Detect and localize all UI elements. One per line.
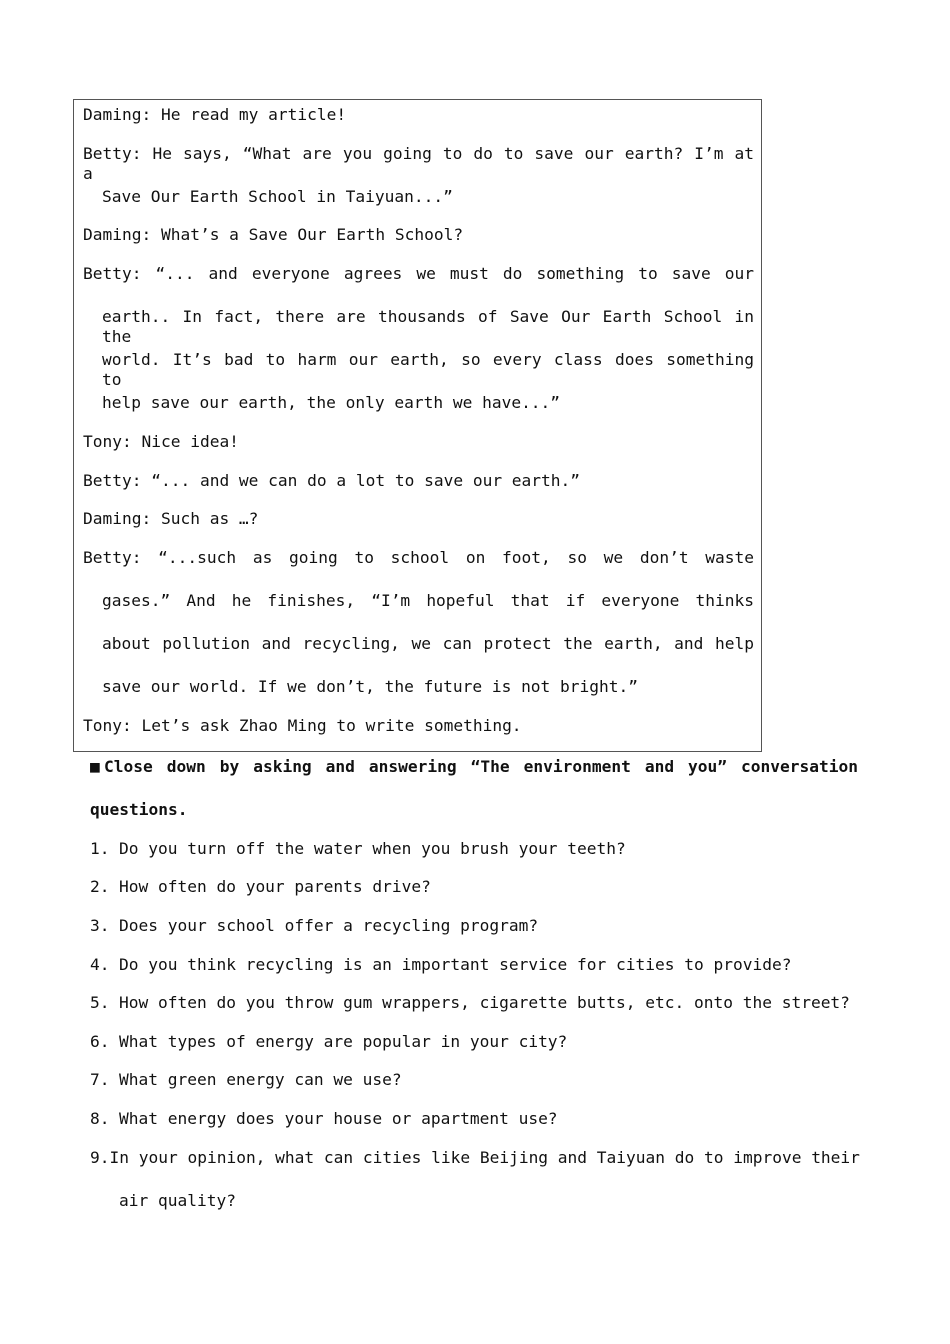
question-text: What types of energy are popular in your city? [119, 1032, 568, 1051]
dialogue-line: Betty: “...such as going to school on foot, so we don’t waste [83, 548, 754, 567]
dialogue-line: Tony: Let’s ask Zhao Ming to write something. [83, 716, 522, 735]
dialogue-line: earth.. In fact, there are thousands of Save Our Earth School in the [102, 307, 754, 346]
dialogue-line: Betty: “... and everyone agrees we must do something to save our [83, 264, 754, 283]
question-number: 8. [90, 1109, 110, 1128]
dialogue-line: gases.” And he finishes, “I’m hopeful that if everyone thinks [102, 591, 754, 610]
dialogue-line: Betty: “... and we can do a lot to save our earth.” [83, 471, 581, 490]
dialogue-line: Betty: He says, “What are you going to do to save our earth? I’m at a [83, 144, 754, 183]
dialogue-line: help save our earth, the only earth we have...” [102, 393, 561, 412]
dialogue-line: world. It’s bad to harm our earth, so every class does something to [102, 350, 754, 389]
question-text-cont: air quality? [119, 1191, 236, 1210]
question-number: 7. [90, 1070, 110, 1089]
question-item [90, 1148, 858, 1168]
question-number: 1. [90, 839, 110, 858]
question-item [90, 1109, 558, 1129]
dialogue-box [73, 99, 762, 752]
question-item [90, 1032, 567, 1052]
question-number: 2. [90, 877, 110, 896]
section-heading-cont: questions. [90, 800, 188, 819]
question-text: In your opinion, what can cities like Beijing and Taiyuan do to improve their [109, 1148, 860, 1167]
question-number: 4. [90, 955, 110, 974]
question-text: What energy does your house or apartment use? [119, 1109, 558, 1128]
question-item [90, 1070, 402, 1090]
question-number: 9. [90, 1148, 110, 1167]
section-heading: ■Close down by asking and answering “The environment and you” conversation [90, 757, 858, 776]
dialogue-line: about pollution and recycling, we can protect the earth, and help [102, 634, 754, 653]
question-item [90, 916, 538, 936]
question-item [90, 955, 791, 975]
question-text: Do you think recycling is an important service for cities to provide? [119, 955, 792, 974]
dialogue-line: Tony: Nice idea! [83, 432, 239, 451]
question-item [90, 839, 626, 859]
dialogue-line: save our world. If we don’t, the future is not bright.” [102, 677, 639, 696]
dialogue-line: Save Our Earth School in Taiyuan...” [102, 187, 453, 206]
dialogue-line: Daming: Such as …? [83, 509, 259, 528]
question-number: 5. [90, 993, 110, 1012]
question-text: How often do you throw gum wrappers, cigarette butts, etc. onto the street? [119, 993, 850, 1012]
question-item [90, 993, 850, 1013]
dialogue-line: Daming: He read my article! [83, 105, 347, 124]
question-text: How often do your parents drive? [119, 877, 431, 896]
question-text: Does your school offer a recycling program? [119, 916, 539, 935]
question-item [90, 877, 431, 897]
question-number: 3. [90, 916, 110, 935]
question-number: 6. [90, 1032, 110, 1051]
question-text: What green energy can we use? [119, 1070, 402, 1089]
dialogue-line: Daming: What’s a Save Our Earth School? [83, 225, 464, 244]
question-text: Do you turn off the water when you brush your teeth? [119, 839, 626, 858]
